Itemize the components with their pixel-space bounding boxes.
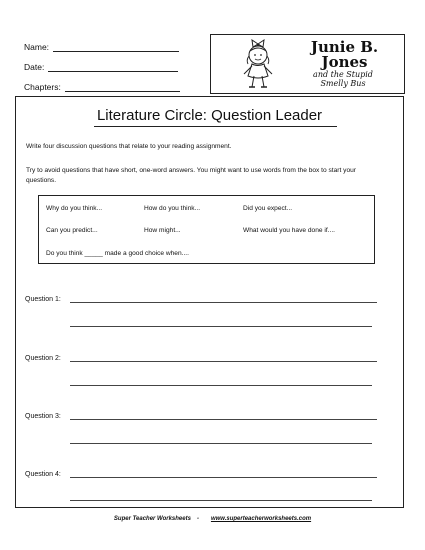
worksheet-title: Literature Circle: Question Leader <box>96 107 323 124</box>
phrase-item: What would you have done if.... <box>243 227 336 234</box>
question-3-label: Question 3: <box>25 413 61 420</box>
junie-b-illustration <box>228 38 286 90</box>
phrase-item: How might... <box>144 227 181 234</box>
name-field[interactable] <box>24 42 179 52</box>
footer-brand: Super Teacher Worksheets <box>113 516 191 522</box>
phrase-item: How do you think... <box>144 205 201 212</box>
question-2-label: Question 2: <box>25 355 61 362</box>
chapters-label: Chapters: <box>24 82 61 92</box>
date-line[interactable] <box>48 62 178 72</box>
question-4-line-2[interactable] <box>70 500 372 501</box>
question-4-label: Question 4: <box>25 471 61 478</box>
instruction-1: Write four discussion questions that relate to your reading assignment. <box>26 143 232 150</box>
question-3-line-2[interactable] <box>70 443 372 444</box>
book-title <box>292 40 397 70</box>
book-subtitle-line2: Smelly Bus <box>320 79 366 88</box>
book-subtitle <box>287 70 399 88</box>
phrase-item: Can you predict... <box>46 227 98 234</box>
question-1-label: Question 1: <box>25 296 61 303</box>
date-field[interactable] <box>24 62 178 72</box>
question-1-line-2[interactable] <box>70 326 372 327</box>
question-2-line-2[interactable] <box>70 385 372 386</box>
date-label: Date: <box>24 62 45 72</box>
name-line[interactable] <box>53 42 179 52</box>
footer-separator: - <box>196 516 199 522</box>
chapters-field[interactable] <box>24 82 180 92</box>
question-1-line[interactable] <box>70 302 377 303</box>
question-2-line[interactable] <box>70 361 377 362</box>
phrase-item: Do you think _____ made a good choice when.... <box>46 250 189 257</box>
question-3-line[interactable] <box>70 419 377 420</box>
book-subtitle-line1: and the Stupid <box>313 70 373 79</box>
phrase-item: Did you expect... <box>243 205 293 212</box>
name-label: Name: <box>24 42 50 52</box>
instruction-2: Try to avoid questions that have short, one-word answers. You might want to use words from the box to start your questions. <box>26 167 356 184</box>
footer-url-link[interactable]: www.superteacherworksheets.com <box>210 516 312 522</box>
title-underline <box>94 126 337 127</box>
book-title-line2: Jones <box>321 53 368 71</box>
chapters-line[interactable] <box>65 82 180 92</box>
book-title-line1: Junie B. <box>310 38 379 56</box>
question-4-line[interactable] <box>70 477 377 478</box>
phrase-item: Why do you think... <box>46 205 103 212</box>
footer <box>0 516 425 522</box>
